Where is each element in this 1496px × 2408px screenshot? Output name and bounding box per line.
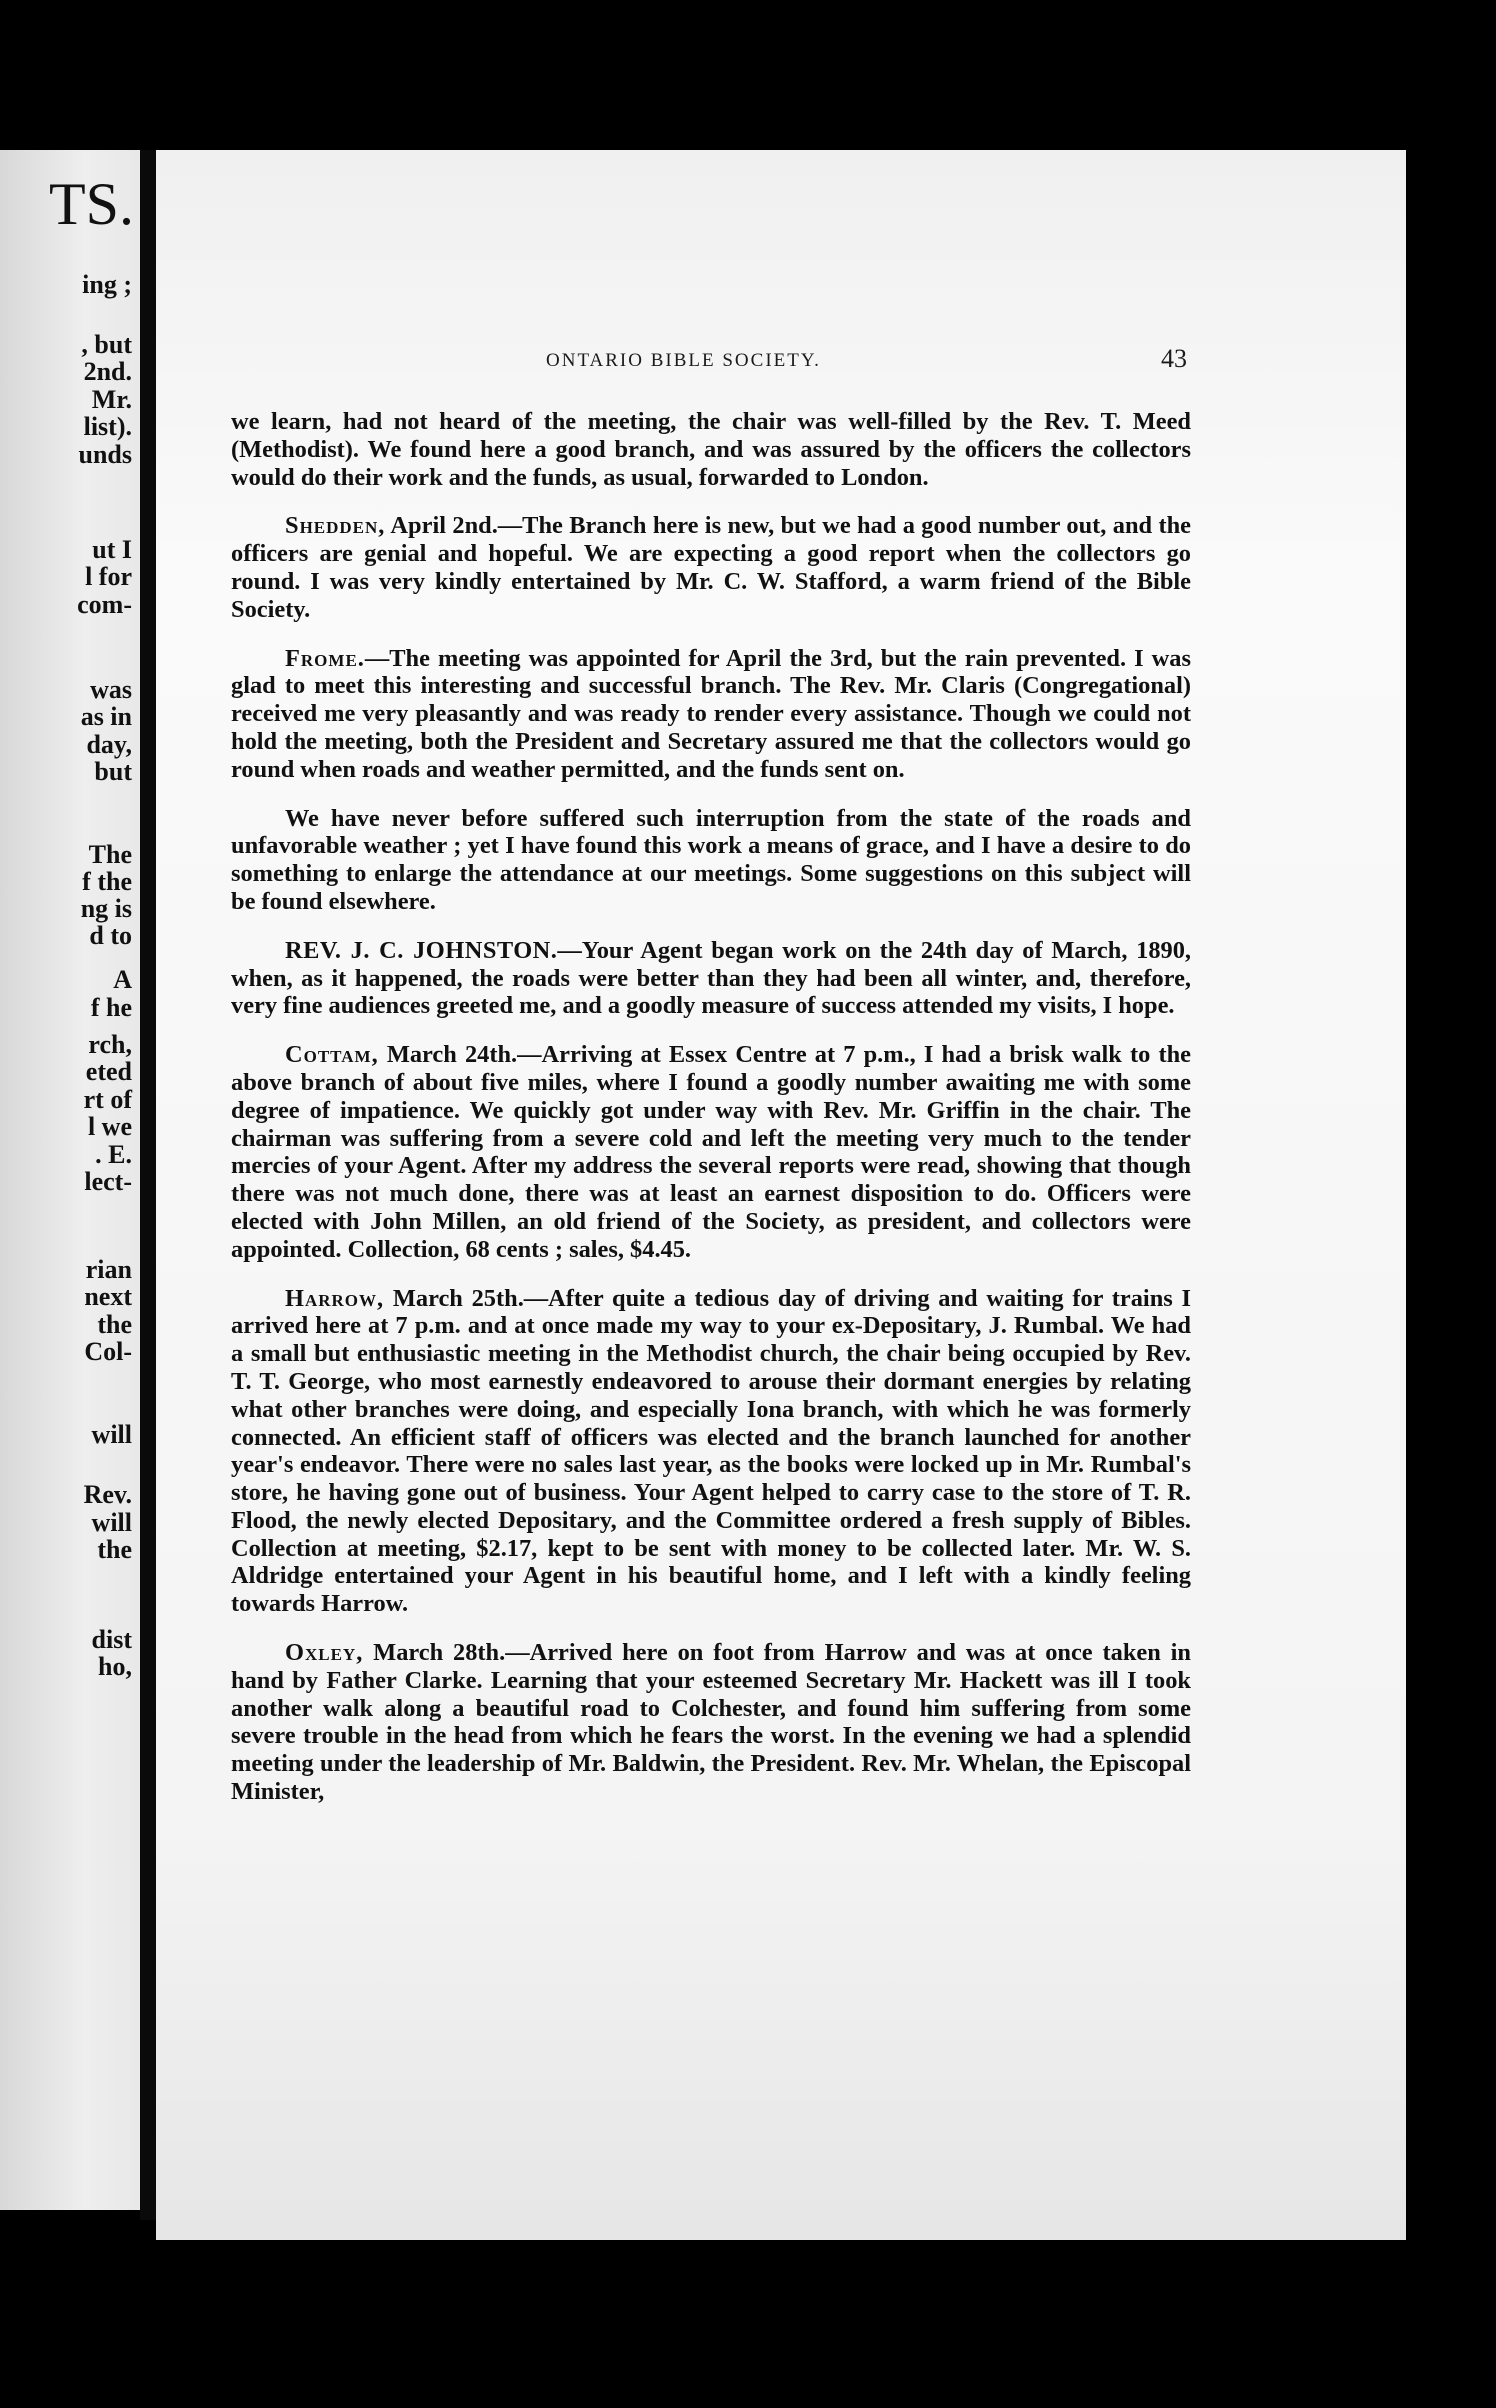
left-page-line: will	[91, 1508, 132, 1537]
left-page-line: f he	[90, 993, 132, 1022]
left-page-line: as in	[80, 702, 132, 731]
left-page-line: eted	[85, 1057, 132, 1086]
left-page-line: was	[90, 675, 132, 704]
left-page-line: the	[97, 1535, 132, 1564]
paragraph-text: March 28th.—Arrived here on foot from Harrow and was at once taken in hand by Father Clarke. Learning that your esteemed Secretary Mr. Hackett was ill I took another walk along a beautiful road to Colchester, and found him suffering from some severe trouble in the head from which he fears the worst. In the evening we had a splendid meeting under the leadership of Mr. Baldwin, the President. Rev. Mr. Whelan, the Episcopal Minister,	[231, 1639, 1191, 1806]
place-heading: Oxley,	[285, 1639, 364, 1667]
paragraph	[231, 1639, 1191, 1806]
previous-page-fragment	[0, 150, 140, 2210]
left-page-line: dist	[91, 1625, 132, 1654]
paragraph	[231, 805, 1191, 916]
left-page-line: ing ;	[82, 270, 132, 299]
left-page-line: will	[91, 1420, 132, 1449]
body-text	[231, 408, 1191, 1827]
left-page-line: l for	[85, 562, 132, 591]
left-page-line: rt of	[83, 1085, 132, 1114]
left-page-line: lect-	[84, 1167, 132, 1196]
left-page-line: ng is	[80, 894, 132, 923]
left-page-line: A	[113, 965, 132, 994]
left-page-line: rch,	[88, 1030, 132, 1059]
left-page-line: Mr.	[91, 385, 132, 414]
left-page-line: d to	[89, 921, 132, 950]
left-page-line: Col-	[84, 1337, 132, 1366]
place-heading: Harrow,	[285, 1284, 385, 1312]
place-heading: Shedden,	[285, 512, 386, 540]
book-page	[156, 150, 1406, 2240]
place-heading: Frome.	[285, 644, 365, 672]
paragraph-text: April 2nd.—The Branch here is new, but we had a good number out, and the officers are genial and hopeful. We are expecting a good report when the collectors go round. I was very kindly entertained by Mr. C. W. Stafford, a warm friend of the Bible Society.	[231, 512, 1191, 623]
paragraph	[231, 1041, 1191, 1263]
left-page-line: ho,	[98, 1652, 132, 1681]
left-page-line: rian	[85, 1255, 132, 1284]
paragraph-text: we learn, had not heard of the meeting, the chair was well-filled by the Rev. T. Meed (Methodist). We found here a good branch, and was assured by the officers the collectors would do their work and the funds, as usual, forwarded to London.	[231, 408, 1191, 491]
page-gutter	[140, 150, 156, 2220]
paragraph-text: —The meeting was appointed for April the 3rd, but the rain prevented. I was glad to meet this interesting and successful branch. The Rev. Mr. Claris (Congregational) received me very pleasantly and was ready to render every assistance. Though we could not hold the meeting, both the President and Secretary assured me that the collectors would go round when roads and weather permitted, and the funds sent on.	[231, 644, 1191, 783]
left-page-line: the	[97, 1310, 132, 1339]
left-page-line: next	[84, 1282, 132, 1311]
left-page-line: day,	[86, 730, 132, 759]
left-page-line: unds	[78, 440, 132, 469]
paragraph	[231, 1285, 1191, 1619]
paragraph-text: We have never before suffered such interruption from the state of the roads and unfavorable weather ; yet I have found this work a means of grace, and I have a desire to do something to enlarge the attendance at our meetings. Some suggestions on this subject will be found elsewhere.	[231, 804, 1191, 915]
paragraph	[231, 512, 1191, 623]
paragraph	[231, 937, 1191, 1020]
paragraph	[231, 408, 1191, 491]
paragraph-text: March 24th.—Arriving at Essex Centre at 7 p.m., I had a brisk walk to the above branch of about five miles, where I found a goodly number awaiting me with some degree of impatience. We quickly got under way with Rev. Mr. Griffin in the chair. The chairman was suffering from a severe cold and left the meeting very much to the tender mercies of your Agent. After my address the several reports were read, showing that though there was not much done, there was at least an earnest disposition to do. Officers were elected with John Millen, an old friend of the Society, as president, and collectors were appointed. Collection, 68 cents ; sales, $4.45.	[231, 1041, 1191, 1263]
left-page-line: , but	[81, 330, 132, 359]
page-number: 43	[1161, 344, 1187, 373]
left-page-line: ut I	[92, 535, 132, 564]
left-page-line: list).	[83, 412, 132, 441]
place-heading: Cottam,	[285, 1041, 379, 1069]
left-page-line: but	[94, 757, 132, 786]
left-page-line: Rev.	[83, 1480, 132, 1509]
left-page-line: com-	[77, 590, 132, 619]
left-page-line: 2nd.	[83, 357, 132, 386]
left-page-line: TS.	[48, 171, 134, 237]
left-page-line: The	[88, 840, 132, 869]
paragraph-text: —Your Agent began work on the 24th day of March, 1890, when, as it happened, the roads were better than they had been all winter, and, therefore, very fine audiences greeted me, and a goodly measure of success attended my visits, I hope.	[231, 936, 1192, 1020]
running-title: ONTARIO BIBLE SOCIETY.	[546, 350, 821, 371]
left-page-line: f the	[82, 867, 132, 896]
left-page-line: l we	[87, 1112, 132, 1141]
agent-heading: REV. J. C. JOHNSTON.	[285, 936, 558, 964]
paragraph	[231, 645, 1191, 784]
left-page-line: . E.	[95, 1140, 132, 1169]
paragraph-text: March 25th.—After quite a tedious day of driving and waiting for trains I arrived here at 7 p.m. and at once made my way to your ex-Depositary, J. Rumbal. We had a small but enthusiastic meeting in the Methodist church, the chair being occupied by Rev. T. T. George, who most earnestly endeavored to arouse their dormant energies by relating what other branches were doing, and especially Iona branch, with which he was formerly connected. An efficient staff of officers was elected and the branch launched for another year's endeavor. There were no sales last year, as the books were locked up in Mr. Rumbal's store, he having gone out of business. Your Agent helped to carry case to the store of T. R. Flood, the newly elected Depositary, and the Committee ordered a fresh supply of Bibles. Collection at meeting, $2.17, kept to be sent with money to be collected later. Mr. W. S. Aldridge entertained your Agent in his beautiful home, and I left with a kindly feeling towards Harrow.	[231, 1284, 1191, 1618]
running-header	[156, 344, 1406, 390]
